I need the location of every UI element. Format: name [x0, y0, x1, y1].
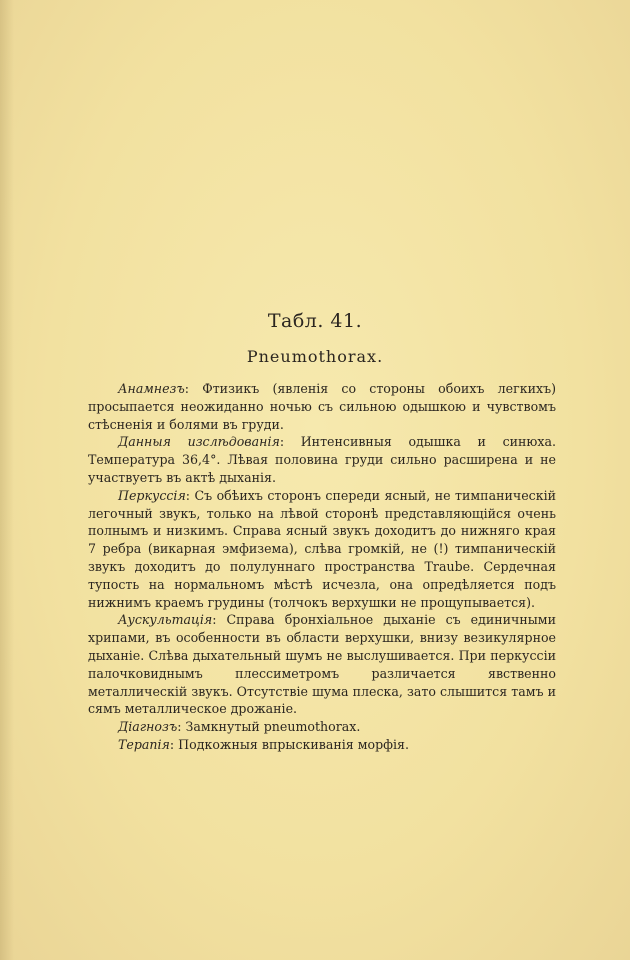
text-examination: : Интенсивныя одышка и синюха. Температура 36,4°. Лѣвая половина груди сильно расширена и не участвуетъ въ актѣ дыханія.: [88, 434, 556, 485]
text-diagnosis: : Замкнутый pneumothorax.: [177, 719, 361, 735]
paragraph-percussion: [88, 487, 556, 612]
paragraph-auscultation: [88, 611, 556, 718]
label-examination: Данныя изслѣдованія: [118, 434, 280, 450]
case-title: Pneumothorax.: [246, 347, 384, 366]
paragraph-diagnosis: [88, 718, 556, 736]
case-description: [88, 380, 556, 754]
paragraph-therapy: [88, 736, 556, 754]
page-spine-shadow: [0, 0, 14, 960]
paragraph-examination: [88, 433, 556, 486]
text-therapy: : Подкожныя впрыскиванія морфія.: [169, 736, 410, 752]
table-number-heading: Табл. 41.: [267, 310, 363, 332]
label-percussion: Перкуссія: [118, 487, 186, 503]
label-diagnosis: Діагнозъ: [118, 719, 178, 735]
label-therapy: Терапія: [118, 736, 170, 752]
paragraph-anamnesis: [88, 380, 556, 433]
text-percussion: : Съ обѣихъ сторонъ спереди ясный, не тимпаническій легочный звукъ, только на лѣвой сторонѣ представляющійся очень полнымъ и низкимъ. Справа ясный звукъ доходитъ до нижняго края 7 ребра (викарная эмфизема), слѣва громкій, не (!) тимпаническій звукъ доходитъ до полулуннаго пространства Traube. Сердечная тупость на нормальномъ мѣстѣ исчезла, она опредѣляется подъ нижнимъ краемъ грудины (толчокъ верхушки не прощупывается).: [88, 487, 556, 610]
text-anamnesis: : Фтизикъ (явленія со стороны обоихъ легкихъ) просыпается неожиданно ночью съ сильною одышкою и чувствомъ стѣсненія и болями въ груди.: [88, 381, 556, 432]
label-auscultation: Аускультація: [118, 612, 213, 628]
text-auscultation: : Справа бронхіальное дыханіе съ единичными хрипами, въ особенности въ области верхушки, внизу везикулярное дыханіе. Слѣва дыхательный шумъ не выслушивается. При перкуссіи палочковиднымъ плессиметромъ различается явственно металлическій звукъ. Отсутствіе шума плеска, зато слышится тамъ и сямъ металлическое дрожаніе.: [88, 612, 556, 717]
label-anamnesis: Анамнезъ: [118, 381, 185, 396]
